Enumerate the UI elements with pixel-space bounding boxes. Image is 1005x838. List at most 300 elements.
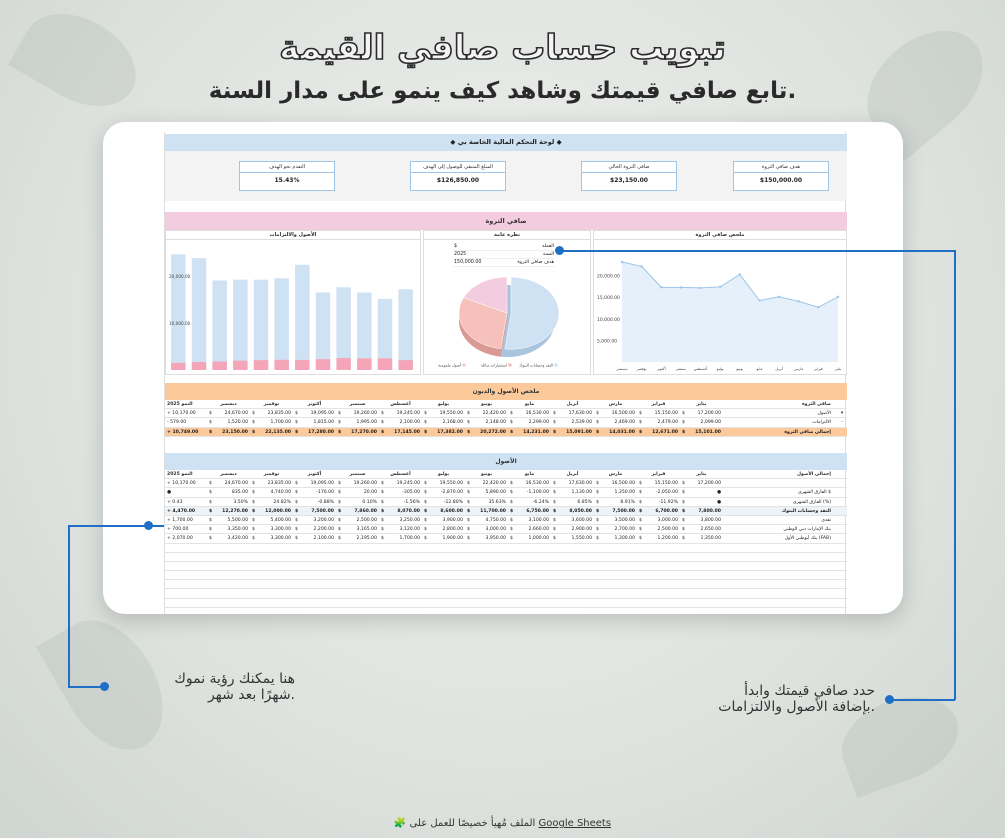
month-cell[interactable]	[680, 534, 723, 542]
month-cell[interactable]	[551, 516, 594, 524]
month-cell[interactable]: نوفمبر	[263, 402, 280, 407]
month-cell[interactable]	[465, 418, 508, 426]
cell-value: 1,000.00	[528, 536, 549, 542]
expand-toggle	[837, 534, 847, 542]
month-cell[interactable]	[293, 409, 336, 417]
empty-row[interactable]	[165, 589, 847, 598]
month-cell[interactable]	[207, 428, 250, 436]
cell-value: -1.56%	[403, 499, 420, 505]
month-cell[interactable]: فبراير	[651, 402, 666, 407]
cell-value: 2,500.00	[657, 527, 678, 533]
month-cell[interactable]	[207, 507, 250, 515]
month-cell[interactable]	[336, 525, 379, 533]
month-cell[interactable]	[293, 534, 336, 542]
currency-symbol: $	[338, 481, 341, 487]
growth-cell[interactable]: النمو 2025	[167, 402, 193, 407]
google-sheets-link[interactable]: Google Sheets	[538, 818, 612, 829]
month-cell[interactable]	[207, 516, 250, 524]
month-cell[interactable]	[551, 479, 594, 487]
cell-value: 19,260.00	[353, 481, 377, 487]
cell-value: 23,150.00	[222, 429, 248, 435]
month-cell[interactable]	[336, 488, 379, 496]
month-cell[interactable]	[594, 479, 637, 487]
currency-symbol: $	[209, 420, 212, 426]
overview-value[interactable]: 2025	[454, 252, 467, 257]
summary-table	[165, 400, 847, 437]
month-cell[interactable]	[551, 418, 594, 426]
month-cell[interactable]	[207, 498, 250, 506]
currency-symbol: $	[467, 508, 471, 514]
net-worth-summary-chart[interactable]	[593, 230, 847, 375]
month-cell[interactable]	[336, 409, 379, 417]
month-cell[interactable]	[336, 534, 379, 542]
kpi-value[interactable]: $126,850.00	[436, 177, 480, 184]
month-cell[interactable]	[594, 428, 637, 436]
callout-line	[954, 250, 956, 700]
month-cell[interactable]	[250, 516, 293, 524]
cell-value: 835.00	[231, 490, 248, 496]
month-cell[interactable]	[293, 418, 336, 426]
month-cell[interactable]: يونيو	[480, 402, 493, 407]
month-cell[interactable]	[422, 418, 465, 426]
kpi-band	[165, 151, 847, 201]
month-cell[interactable]	[379, 498, 422, 506]
month-cell[interactable]	[551, 428, 594, 436]
month-cell[interactable]	[465, 516, 508, 524]
month-cell[interactable]	[293, 498, 336, 506]
month-cell[interactable]	[680, 418, 723, 426]
row-label: بنك أبوظبي الأول (FAB)	[784, 536, 831, 542]
month-cell[interactable]: ديسمبر	[220, 472, 237, 477]
currency-symbol: $	[682, 527, 685, 533]
table-row[interactable]	[165, 498, 847, 507]
month-cell[interactable]: أبريل	[566, 402, 579, 407]
month-cell[interactable]	[637, 418, 680, 426]
empty-row[interactable]	[165, 553, 847, 562]
row-label: الأصول	[817, 411, 831, 417]
currency-symbol: $	[467, 517, 470, 523]
month-cell[interactable]	[293, 507, 336, 515]
month-cell[interactable]	[508, 534, 551, 542]
legend-swatch	[554, 363, 558, 367]
cell-value: -6.24%	[532, 499, 549, 505]
month-cell[interactable]	[465, 525, 508, 533]
overview-value[interactable]: 150,000.00	[454, 260, 482, 265]
row-label: نقدي	[821, 517, 831, 523]
month-cell[interactable]	[379, 428, 422, 436]
month-cell[interactable]	[637, 479, 680, 487]
month-cell[interactable]	[551, 507, 594, 515]
month-cell[interactable]	[422, 479, 465, 487]
month-cell[interactable]	[422, 534, 465, 542]
currency-symbol: $	[209, 481, 212, 487]
cell-value: 7,500.00	[311, 508, 334, 514]
currency-symbol: $	[510, 499, 513, 505]
month-cell[interactable]	[379, 418, 422, 426]
kpi-goal	[733, 161, 829, 191]
currency-symbol: $	[338, 508, 342, 514]
cell-value: 3,200.00	[313, 517, 334, 523]
month-cell[interactable]	[422, 409, 465, 417]
month-cell[interactable]	[594, 498, 637, 506]
cell-value: 35.63%	[488, 499, 506, 505]
y-tick-label: 20,000.00	[597, 274, 620, 280]
currency-symbol: $	[295, 490, 298, 496]
asset-bar	[192, 258, 206, 370]
month-cell[interactable]	[508, 525, 551, 533]
callout-dot	[555, 246, 564, 255]
month-cell[interactable]	[207, 488, 250, 496]
line-point	[817, 306, 819, 308]
kpi-value[interactable]: $150,000.00	[759, 177, 803, 184]
cell-value: 2,469.00	[614, 420, 635, 426]
month-cell[interactable]	[680, 479, 723, 487]
currency-symbol: $	[596, 411, 599, 417]
month-cell[interactable]	[379, 534, 422, 542]
month-cell[interactable]	[293, 479, 336, 487]
growth-cell[interactable]: + 1,700.00	[167, 517, 193, 523]
month-cell[interactable]	[680, 498, 723, 506]
currency-symbol: $	[510, 429, 514, 435]
month-cell[interactable]	[637, 409, 680, 417]
x-tick-label: فبراير	[813, 367, 823, 371]
month-cell[interactable]	[422, 498, 465, 506]
expand-toggle	[837, 516, 847, 524]
month-cell[interactable]: فبراير	[651, 472, 666, 477]
empty-row[interactable]	[165, 599, 847, 608]
table-row[interactable]	[165, 516, 847, 525]
currency-symbol: $	[510, 517, 513, 523]
cell-value: 8,050.00	[569, 508, 592, 514]
month-cell[interactable]	[422, 525, 465, 533]
month-cell[interactable]	[250, 409, 293, 417]
currency-symbol: $	[467, 420, 470, 426]
month-cell[interactable]	[250, 525, 293, 533]
month-cell[interactable]	[336, 418, 379, 426]
month-cell[interactable]	[293, 428, 336, 436]
cell-value: 15,150.00	[654, 481, 678, 487]
month-cell[interactable]	[207, 525, 250, 533]
month-cell[interactable]	[465, 534, 508, 542]
expand-toggle[interactable]: ▾	[840, 411, 844, 417]
month-cell[interactable]	[336, 507, 379, 515]
empty-row[interactable]	[165, 571, 847, 580]
month-cell[interactable]	[250, 479, 293, 487]
month-cell[interactable]	[465, 479, 508, 487]
line-point	[640, 265, 642, 267]
month-cell[interactable]	[680, 409, 723, 417]
currency-symbol: $	[639, 429, 643, 435]
month-cell[interactable]	[594, 525, 637, 533]
month-cell[interactable]	[465, 428, 508, 436]
callout-line	[68, 525, 148, 527]
month-cell[interactable]	[594, 409, 637, 417]
cell-value: 1,815.00	[313, 420, 334, 426]
cell-value: 1,350.00	[700, 536, 721, 542]
month-cell[interactable]: أغسطس	[390, 472, 411, 477]
currency-symbol: $	[467, 481, 470, 487]
month-cell[interactable]	[680, 428, 723, 436]
table-row[interactable]	[165, 479, 847, 488]
month-cell[interactable]: نوفمبر	[263, 472, 280, 477]
callout-line-text: حدد صافي قيمتك وابدأ	[744, 683, 875, 699]
currency-symbol: $	[295, 481, 298, 487]
kpi-progress	[239, 161, 335, 191]
month-cell[interactable]: ديسمبر	[220, 402, 237, 407]
month-cell[interactable]: أكتوبر	[307, 472, 322, 477]
table-row[interactable]	[165, 488, 847, 497]
month-cell[interactable]: أغسطس	[390, 402, 411, 407]
cell-value: 20.00	[363, 490, 377, 496]
month-cell[interactable]: يونيو	[480, 472, 493, 477]
month-cell[interactable]	[336, 498, 379, 506]
asset-bar	[295, 265, 309, 370]
month-cell[interactable]	[379, 488, 422, 496]
liability-bar	[295, 360, 309, 370]
row-label: إجمالي الأصول	[797, 472, 831, 477]
growth-cell[interactable]: - 579.00	[167, 420, 187, 426]
month-cell[interactable]	[207, 418, 250, 426]
cell-value: -2,870.00	[440, 490, 463, 496]
month-cell[interactable]: يوليو	[437, 402, 450, 407]
currency-symbol: $	[338, 411, 341, 417]
cell-value: 15,150.00	[654, 411, 678, 417]
month-cell[interactable]	[508, 516, 551, 524]
month-cell[interactable]	[594, 488, 637, 496]
kpi-label: التقدم نحو الهدف	[240, 162, 334, 173]
month-cell[interactable]: مارس	[608, 402, 623, 407]
month-cell[interactable]	[379, 525, 422, 533]
month-cell[interactable]	[508, 488, 551, 496]
month-cell[interactable]: يناير	[696, 402, 707, 407]
liability-bar	[316, 359, 330, 370]
month-cell[interactable]	[379, 507, 422, 515]
assets-liabilities-chart[interactable]	[165, 230, 421, 375]
month-cell[interactable]	[422, 428, 465, 436]
growth-cell[interactable]: + 0.43	[167, 499, 183, 505]
month-cell[interactable]	[508, 498, 551, 506]
cell-value: 3,000.00	[485, 527, 506, 533]
expand-toggle	[837, 479, 847, 487]
cell-value: 17,382.00	[437, 429, 463, 435]
currency-symbol: $	[639, 499, 642, 505]
month-cell[interactable]	[680, 488, 723, 496]
growth-cell[interactable]: + 2,070.00	[167, 536, 193, 542]
month-cell[interactable]	[551, 525, 594, 533]
growth-cell[interactable]: + 10,170.00	[167, 481, 196, 487]
liability-bar	[233, 361, 247, 370]
asset-bar	[336, 287, 350, 370]
table-row[interactable]	[165, 400, 847, 409]
month-cell[interactable]	[250, 498, 293, 506]
month-cell[interactable]: أبريل	[566, 472, 579, 477]
month-cell[interactable]	[250, 534, 293, 542]
month-cell[interactable]	[250, 507, 293, 515]
cell-value: 3,900.00	[442, 517, 463, 523]
month-cell[interactable]	[594, 507, 637, 515]
y-tick-label: 15,000.00	[597, 296, 620, 302]
month-cell[interactable]	[508, 428, 551, 436]
cell-value: 22,135.00	[265, 429, 291, 435]
month-cell[interactable]: مارس	[608, 472, 623, 477]
cell-value: 2,650.00	[700, 527, 721, 533]
month-cell[interactable]	[422, 488, 465, 496]
month-cell[interactable]	[336, 516, 379, 524]
currency-symbol: $	[467, 527, 470, 533]
currency-symbol: $	[252, 429, 256, 435]
month-cell[interactable]	[465, 498, 508, 506]
chart-title: الأصول والالتزامات	[166, 231, 420, 240]
month-cell[interactable]: سبتمبر	[349, 402, 366, 407]
x-tick-label: مايو	[756, 367, 763, 371]
screenshot-card	[103, 122, 903, 614]
cell-value: 1,700.00	[399, 536, 420, 542]
overview-value[interactable]: $	[454, 244, 458, 249]
month-cell[interactable]	[551, 488, 594, 496]
expand-toggle	[837, 507, 847, 515]
month-cell[interactable]	[637, 516, 680, 524]
table-row[interactable]	[165, 418, 847, 427]
month-cell[interactable]: أكتوبر	[307, 402, 322, 407]
month-cell[interactable]	[594, 516, 637, 524]
line-point	[621, 261, 623, 263]
month-cell[interactable]: مايو	[524, 402, 535, 407]
month-cell[interactable]	[594, 534, 637, 542]
month-cell[interactable]	[422, 507, 465, 515]
month-cell[interactable]	[379, 409, 422, 417]
cell-value: 17,280.00	[308, 429, 334, 435]
currency-symbol: $	[424, 499, 427, 505]
currency-symbol: $	[596, 499, 599, 505]
month-cell[interactable]	[551, 409, 594, 417]
month-cell[interactable]	[293, 525, 336, 533]
kpi-value[interactable]: 15.43%	[274, 177, 300, 184]
table-row[interactable]	[165, 428, 847, 437]
cell-value: 3,250.00	[399, 517, 420, 523]
currency-symbol: $	[467, 490, 470, 496]
month-cell[interactable]	[379, 516, 422, 524]
month-cell[interactable]	[250, 488, 293, 496]
month-cell[interactable]	[250, 418, 293, 426]
currency-symbol: $	[467, 411, 470, 417]
currency-symbol: $	[596, 527, 599, 533]
growth-cell[interactable]: النمو 2025	[167, 472, 193, 477]
currency-symbol: $	[209, 517, 212, 523]
growth-cell[interactable]: + 4,470.00	[167, 508, 196, 514]
growth-cell[interactable]: + 700.00	[167, 527, 189, 533]
currency-symbol: $	[381, 411, 384, 417]
table-row[interactable]	[165, 525, 847, 534]
currency-symbol: $	[510, 536, 513, 542]
cell-value: 3,300.00	[270, 536, 291, 542]
month-cell[interactable]	[594, 418, 637, 426]
month-cell[interactable]	[207, 479, 250, 487]
month-cell[interactable]	[422, 516, 465, 524]
currency-symbol: $	[424, 527, 427, 533]
x-tick-label: يناير	[834, 367, 842, 371]
x-tick-label: أبريل	[775, 367, 783, 371]
table-row[interactable]	[165, 409, 847, 418]
month-cell[interactable]: سبتمبر	[349, 472, 366, 477]
liability-bar	[254, 360, 268, 370]
month-cell[interactable]: يناير	[696, 472, 707, 477]
month-cell[interactable]	[637, 525, 680, 533]
legend-label: استثمارات سائلة	[480, 362, 507, 368]
overview-title: نظرة عامة	[424, 231, 590, 240]
cell-value: 2,900.00	[571, 527, 592, 533]
month-cell[interactable]: يوليو	[437, 472, 450, 477]
line-point	[660, 286, 662, 288]
month-cell[interactable]	[250, 428, 293, 436]
summary-table-title: ملخص الأصول والديون	[165, 383, 847, 400]
table-row[interactable]	[165, 507, 847, 516]
month-cell[interactable]	[637, 507, 680, 515]
table-row[interactable]	[165, 470, 847, 479]
cell-value: 17,270.00	[351, 429, 377, 435]
month-cell[interactable]	[637, 534, 680, 542]
month-cell[interactable]	[207, 534, 250, 542]
currency-symbol: $	[553, 420, 556, 426]
net-worth-section-title: صافي الثروة	[165, 212, 847, 230]
expand-toggle[interactable]: -	[841, 420, 843, 426]
cell-value: 19,260.00	[353, 411, 377, 417]
month-cell[interactable]: مايو	[524, 472, 535, 477]
month-cell[interactable]	[508, 479, 551, 487]
kpi-value[interactable]: $23,150.00	[610, 177, 648, 184]
line-point	[837, 296, 839, 298]
month-cell[interactable]	[680, 507, 723, 515]
month-cell[interactable]	[465, 507, 508, 515]
currency-symbol: $	[553, 411, 556, 417]
cell-value: 3,120.00	[399, 527, 420, 533]
month-cell[interactable]	[680, 516, 723, 524]
growth-cell[interactable]: + 10,170.00	[167, 411, 196, 417]
month-cell[interactable]	[336, 479, 379, 487]
month-cell[interactable]	[508, 418, 551, 426]
kpi-label: هدف صافي الثروة	[734, 162, 828, 173]
growth-cell[interactable]: + 10,749.00	[167, 429, 199, 435]
month-cell[interactable]	[508, 507, 551, 515]
month-cell[interactable]	[680, 525, 723, 533]
empty-row[interactable]	[165, 608, 847, 614]
month-cell[interactable]	[551, 534, 594, 542]
empty-row[interactable]	[165, 580, 847, 589]
month-cell[interactable]	[465, 409, 508, 417]
month-cell[interactable]	[508, 409, 551, 417]
empty-row[interactable]	[165, 562, 847, 571]
month-cell[interactable]	[207, 409, 250, 417]
month-cell[interactable]	[637, 428, 680, 436]
month-cell[interactable]	[637, 488, 680, 496]
growth-cell[interactable]: ●	[167, 490, 172, 496]
month-cell[interactable]	[551, 498, 594, 506]
empty-row[interactable]	[165, 544, 847, 553]
month-cell[interactable]	[379, 479, 422, 487]
pie-slice	[505, 277, 559, 349]
cell-value: 24,670.00	[224, 481, 248, 487]
cell-value: 3,420.00	[227, 536, 248, 542]
month-cell[interactable]	[293, 516, 336, 524]
cell-value: 2,700.00	[614, 527, 635, 533]
month-cell[interactable]	[293, 488, 336, 496]
currency-symbol: $	[295, 536, 298, 542]
callout-line	[68, 525, 70, 687]
month-cell[interactable]	[336, 428, 379, 436]
table-row[interactable]	[165, 534, 847, 543]
month-cell[interactable]	[637, 498, 680, 506]
currency-symbol: $	[553, 499, 556, 505]
month-cell[interactable]	[465, 488, 508, 496]
